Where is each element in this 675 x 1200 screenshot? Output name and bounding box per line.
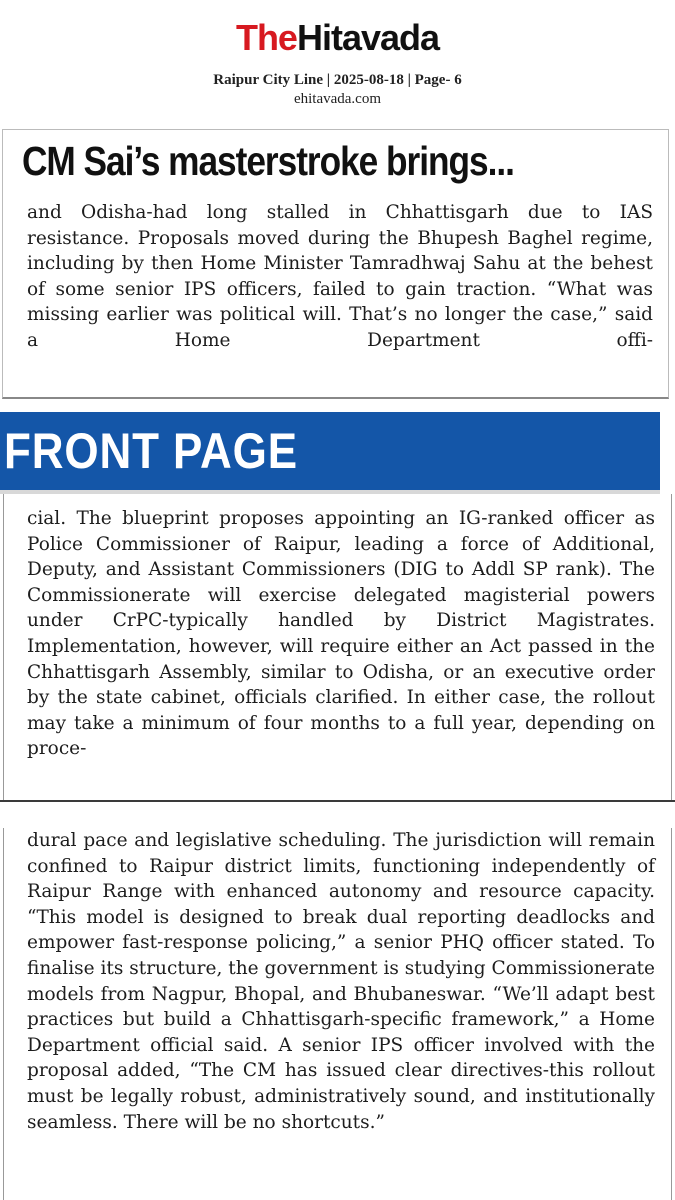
logo-name: Hitavada: [296, 17, 440, 58]
article-paragraph-1: and Odisha-had long stalled in Chhattisgarh due to IAS resistance. Proposals moved during the Bhupesh Baghel regime, including by then Home Minister Tamradhwaj Sahu at the behest of some senior IPS officers, failed to gain traction. “What was missing earlier was political will. That’s no longer the case,” said a Home Department offi-: [27, 202, 653, 351]
article-paragraph-2: cial. The blueprint proposes appointing an IG-ranked officer as Police Commissioner of Raipur, leading a force of Additional, Deputy, and Assistant Commissioners (DIG to Addl SP rank). The Commissionerate will exercise delegated magisterial powers under CrPC-typically handled by District Magistrates. Implementation, however, will require either an Act passed in the Chhattisgarh Assembly, similar to Odisha, or an executive order by the state cabinet, officials clarified. In either case, the rollout may take a minimum of four months to a full year, depending on proce-: [27, 508, 655, 760]
clip-mask: [0, 802, 675, 828]
logo-the: The: [235, 17, 297, 58]
section-label: FRONT PAGE: [4, 423, 298, 479]
masthead: [0, 0, 675, 128]
section-banner: [0, 412, 660, 490]
clipping-seam: [0, 800, 675, 802]
article-paragraph-3: dural pace and legislative scheduling. The jurisdiction will remain confined to Raipur district limits, functioning independently of Raipur Range with enhanced autonomy and resource capacity. “This model is designed to break dual reporting deadlocks and empower fast-response policing,” a senior PHQ officer stated. To finalise its structure, the government is studying Commissionerate models from Nagpur, Bhopal, and Bhubaneswar. “We’ll adapt best practices but build a Chhattisgarh-specific framework,” a Home Department official said. A senior IPS officer involved with the proposal added, “The CM has issued clear directives-this rollout must be legally robust, administratively sound, and institutionally seamless. There will be no shortcuts.”: [27, 830, 655, 1133]
right-rule: [671, 494, 672, 1200]
article-headline: CM Sai’s masterstroke brings...: [22, 138, 514, 184]
newspaper-logo: [0, 18, 675, 58]
banner-shadow: [0, 490, 660, 494]
site-url: ehitavada.com: [293, 91, 382, 107]
left-rule: [3, 494, 4, 1200]
edition-line: Raipur City Line | 2025-08-18 | Page- 6: [213, 72, 462, 88]
